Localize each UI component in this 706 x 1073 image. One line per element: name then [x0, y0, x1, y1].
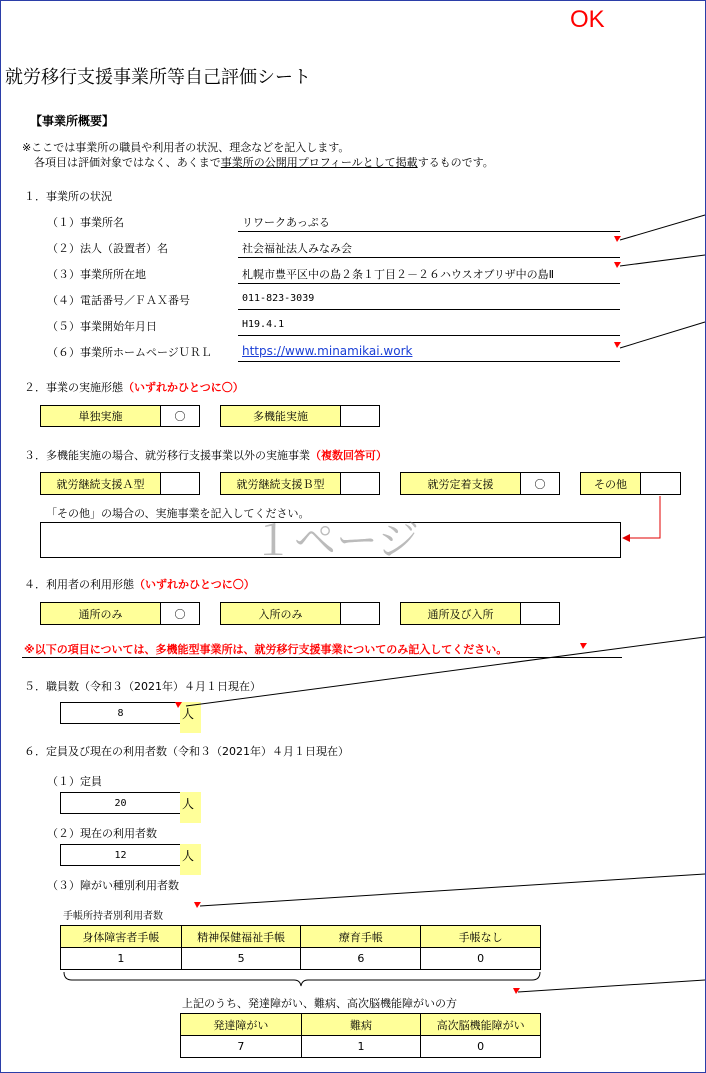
comment-marker — [513, 988, 520, 994]
table2-cell[interactable]: 1 — [301, 1036, 421, 1058]
s4-option-residential: 入所のみ — [220, 602, 341, 625]
table1-header: 手帳なし — [421, 926, 541, 948]
table2-cell[interactable]: 0 — [421, 1036, 541, 1058]
table1-cell[interactable]: 6 — [301, 948, 421, 970]
s1-label-address: （３）事業所所在地 — [47, 268, 146, 281]
s2-heading-text: ２．事業の実施形態 — [24, 381, 123, 394]
s1-value-phone[interactable]: 011-823-3039 — [242, 293, 315, 304]
table2-caption: 上記のうち、発達障がい、難病、高次脳機能障がいの方 — [182, 997, 457, 1010]
comment-marker — [175, 702, 182, 708]
s6-bytype-label: （３）障がい種別利用者数 — [47, 879, 179, 892]
s6-current-input[interactable]: 12 — [60, 844, 181, 866]
table1-cell[interactable]: 5 — [181, 948, 301, 970]
s4-option-commute: 通所のみ — [40, 602, 161, 625]
status-ok: OK — [570, 6, 605, 33]
s1-label-url: （６）事業所ホームページＵＲＬ — [47, 346, 212, 359]
s3-option-retention: 就労定着支援 — [400, 472, 521, 495]
table1-header: 療育手帳 — [301, 926, 421, 948]
s1-label-start: （５）事業開始年月日 — [47, 320, 157, 333]
s3-option-other: その他 — [580, 472, 641, 495]
s1-value-corp[interactable]: 社会福祉法人みなみ会 — [242, 242, 352, 255]
table2-header: 高次脳機能障がい — [421, 1014, 541, 1036]
s1-label-corp: （２）法人（設置者）名 — [47, 242, 168, 255]
homepage-link[interactable]: https://www.minamikai.work — [242, 344, 413, 358]
s3-mark-retention[interactable]: 〇 — [520, 472, 560, 495]
s2-mark-single[interactable]: 〇 — [160, 405, 200, 427]
s3-heading-text: ３．多機能実施の場合、就労移行支援事業以外の実施事業 — [24, 449, 310, 462]
intro-line-1: ※ここでは事業所の職員や利用者の状況、理念などを記入します。 — [22, 141, 350, 154]
s3-option-a: 就労継続支援Ａ型 — [40, 472, 161, 495]
comment-marker — [194, 902, 201, 908]
comment-arrow-line — [620, 215, 705, 240]
intro-line-2a: 各項目は評価対象ではなく、あくまで — [34, 156, 221, 169]
comment-marker — [614, 262, 621, 268]
s5-heading: ５．職員数（令和３（2021年）４月１日現在） — [24, 680, 261, 693]
comment-arrow-line — [620, 322, 705, 348]
s1-value-name[interactable]: リワークあっぷる — [242, 216, 330, 229]
comment-marker — [614, 342, 621, 348]
s4-heading-text: ４．利用者の利用形態 — [24, 578, 134, 591]
s6-heading: ６．定員及び現在の利用者数（令和３（2021年）４月１日現在） — [24, 745, 349, 758]
table2-cell[interactable]: 7 — [181, 1036, 302, 1058]
s4-mark-commute[interactable]: 〇 — [160, 602, 200, 625]
table1-cell[interactable]: 1 — [61, 948, 182, 970]
comment-marker — [580, 643, 587, 649]
comment-arrow-line — [200, 874, 705, 906]
comment-marker — [614, 236, 621, 242]
table2-header: 発達障がい — [181, 1014, 302, 1036]
s1-heading: １．事業所の状況 — [24, 190, 112, 203]
s4-option-both: 通所及び入所 — [400, 602, 521, 625]
s2-note: （いずれかひとつに〇） — [123, 381, 244, 394]
page-watermark: １ページ — [252, 516, 420, 565]
grouping-brace — [64, 972, 540, 986]
s6-capacity-input[interactable]: 20 — [60, 792, 181, 814]
comment-arrow-line — [186, 637, 705, 706]
s3-option-b: 就労継続支援Ｂ型 — [220, 472, 341, 495]
comment-arrow-line — [518, 980, 705, 992]
s1-label-name: （１）事業所名 — [47, 216, 124, 229]
s1-label-phone: （４）電話番号／ＦＡＸ番号 — [47, 294, 190, 307]
table1-header: 身体障害者手帳 — [61, 926, 182, 948]
page-title: 就労移行支援事業所等自己評価シート — [5, 67, 311, 88]
other-connector-arrowhead — [622, 534, 630, 542]
table2-header: 難病 — [301, 1014, 421, 1036]
s5-staff-input[interactable]: 8 — [60, 702, 181, 724]
s6-capacity-label: （１）定員 — [47, 775, 102, 788]
other-connector-line — [628, 496, 660, 538]
intro-line-2b: 事業所の公開用プロフィールとして掲載 — [220, 156, 418, 169]
table1-cell[interactable]: 0 — [421, 948, 541, 970]
s3-note: （複数回答可） — [310, 449, 387, 462]
notice-text: ※以下の項目については、多機能型事業所は、就労移行支援事業についてのみ記入してください。 — [24, 643, 508, 656]
s5-unit: 人 — [180, 702, 201, 733]
s6-current-unit: 人 — [180, 844, 201, 875]
comment-arrow-line — [620, 255, 705, 266]
table1-header: 精神保健福祉手帳 — [181, 926, 301, 948]
section-heading: 【事業所概要】 — [30, 114, 115, 128]
s2-option-multi: 多機能実施 — [220, 405, 341, 427]
s1-value-start[interactable]: H19.4.1 — [242, 319, 285, 330]
s6-capacity-unit: 人 — [180, 792, 201, 823]
intro-line-2c: するものです。 — [417, 156, 494, 169]
s1-value-address[interactable]: 札幌市豊平区中の島２条１丁目２－２６ハウスオブリザ中の島Ⅱ — [242, 268, 555, 281]
table1-caption: 手帳所持者別利用者数 — [63, 911, 163, 922]
s4-note: （いずれかひとつに〇） — [134, 578, 255, 591]
s3-other-prompt: 「その他」の場合の、実施事業を記入してください。 — [46, 507, 310, 520]
s6-current-label: （２）現在の利用者数 — [47, 827, 157, 840]
s2-option-single: 単独実施 — [40, 405, 161, 427]
